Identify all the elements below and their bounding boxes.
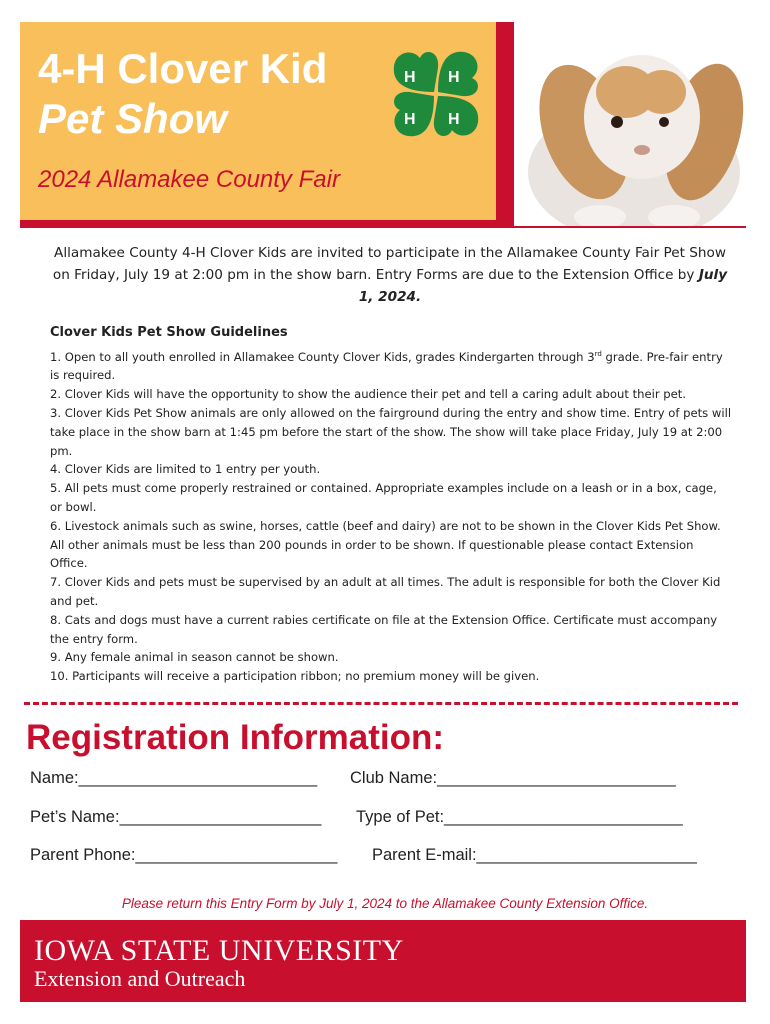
title-line-1: 4-H Clover Kid bbox=[38, 45, 328, 92]
registration-title: Registration Information: bbox=[26, 718, 445, 757]
bunny-photo bbox=[514, 22, 746, 226]
cut-line-divider bbox=[24, 702, 738, 705]
guideline-item: 2. Clover Kids will have the opportunity to show the audience their pet and tell a caring adult about their pet. bbox=[50, 387, 687, 402]
guideline-item: 5. All pets must come properly restrained or contained. Appropriate examples include on a leash or in a box, cage, or bowl. bbox=[50, 481, 717, 515]
guidelines-section bbox=[50, 324, 732, 686]
guideline-item: 7. Clover Kids and pets must be supervised by an adult at all times. The adult is responsible for both the Clover Kid and pet. bbox=[50, 575, 721, 609]
guideline-item: 8. Cats and dogs must have a current rabies certificate on file at the Extension Office. Certificate must accompany the entry form. bbox=[50, 612, 718, 646]
guideline-1-sup: rd bbox=[594, 349, 602, 358]
guideline-1-text: 1. Open to all youth enrolled in Allamakee County Clover Kids, grades Kindergarten through 3 bbox=[50, 349, 595, 364]
svg-text:H: H bbox=[448, 111, 460, 128]
intro-deadline: July 1, 2024. bbox=[358, 267, 728, 305]
guideline-item: 9. Any female animal in season cannot be shown. bbox=[50, 650, 339, 665]
guideline-item: 10. Participants will receive a participation ribbon; no premium money will be given. bbox=[50, 669, 540, 684]
pet-name-field[interactable]: Pet’s Name:______________________ bbox=[30, 808, 322, 826]
4-h-clover-logo-icon bbox=[384, 42, 488, 146]
svg-text:H: H bbox=[404, 69, 416, 86]
extension-outreach-text: Extension and Outreach bbox=[34, 966, 246, 991]
svg-text:H: H bbox=[448, 69, 460, 86]
guideline-item: 6. Livestock animals such as swine, horses, cattle (beef and dairy) are not to be shown in the Clover Kids Pet Show. All other animals must be less than 200 pounds in order to be shown. If questionable please contact Extension Office. bbox=[50, 518, 721, 571]
intro-text: Allamakee County 4-H Clover Kids are invited to participate in the Allamakee County Fair Pet Show on Friday, July 19 at 2:00 pm in the show barn. Entry Forms are due to the Extension Office by bbox=[52, 245, 726, 283]
university-logo-text: IOWA STATE UNIVERSITY bbox=[34, 934, 404, 967]
page-subtitle: 2024 Allamakee County Fair bbox=[38, 166, 340, 193]
type-of-pet-field[interactable]: Type of Pet:__________________________ bbox=[356, 808, 683, 826]
intro-paragraph bbox=[50, 242, 730, 308]
header-accent-bar bbox=[500, 22, 514, 228]
return-instructions: Please return this Entry Form by July 1, 2024 to the Allamakee County Extension Office. bbox=[121, 896, 649, 911]
guideline-1-text-end: grade. Pre-fair entry is required. bbox=[50, 349, 723, 383]
title-line-2: Pet Show bbox=[38, 95, 228, 142]
parent-email-field[interactable]: Parent E-mail:________________________ bbox=[372, 846, 697, 864]
club-name-field[interactable]: Club Name:__________________________ bbox=[350, 769, 676, 787]
parent-phone-field[interactable]: Parent Phone:______________________ bbox=[30, 846, 338, 864]
name-field[interactable]: Name:__________________________ bbox=[30, 769, 318, 787]
svg-text:H: H bbox=[404, 111, 416, 128]
guideline-item: 3. Clover Kids Pet Show animals are only allowed on the fairground during the entry and show time. Entry of pets will take place in the show barn at 1:45 pm before the start of the show. The show will take place Friday, July 19 at 2:00 pm. bbox=[50, 406, 732, 458]
guideline-item: 4. Clover Kids are limited to 1 entry per youth. bbox=[50, 462, 321, 477]
page-title bbox=[38, 44, 327, 144]
guidelines-heading: Clover Kids Pet Show Guidelines bbox=[50, 325, 288, 340]
guideline-item bbox=[50, 345, 732, 385]
